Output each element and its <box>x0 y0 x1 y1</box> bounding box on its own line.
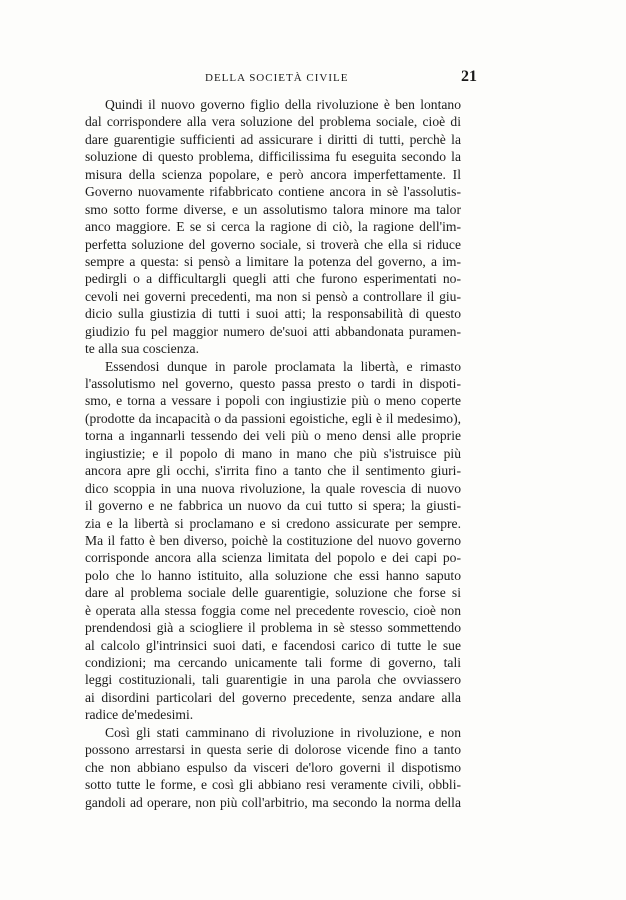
text-line: è operata alla stessa foggia come nel precedente rovescio, cioè non <box>85 602 461 618</box>
text-line: Essendosi dunque in parole proclamata la libertà, e rimasto <box>105 358 461 374</box>
running-head: DELLA SOCIETÀ CIVILE <box>205 72 349 84</box>
text-line: cevoli nei governi precedenti, ma non si pensò a controllare il giu- <box>85 288 461 304</box>
paragraph <box>85 358 461 724</box>
text-line: dicio sulla giustizia di tutti i suoi atti; la responsabilità di questo <box>85 306 461 322</box>
text-line: condizioni; ma cercando unicamente tali forme di governo, tali <box>85 655 461 670</box>
text-line: dare guarentigie sufficienti ad assicurare i diritti di tutti, perchè la <box>85 131 461 147</box>
text-line: leggi costituzionali, tali guarentigie in una parola che ovviassero <box>85 672 461 688</box>
page-number: 21 <box>461 68 477 85</box>
text-line: sotto tutte le forme, e così gli abbiano resi veramente civili, obbli- <box>85 777 461 793</box>
text-line: corrisponde ancora alla scienza limitata del popolo e dei capi po- <box>85 550 461 566</box>
text-line: giudizio fu pel maggior numero de'suoi atti abbandonata puramen- <box>85 323 461 339</box>
text-line: anco maggiore. E se si cerca la ragione di ciò, la ragione dell'im- <box>85 219 461 235</box>
text-line: prendendosi già a sciogliere il problema in sè stesso sommettendo <box>85 620 461 636</box>
text-line: perfetta soluzione del governo sociale, si troverà che ella si riduce <box>85 236 461 252</box>
text-line: Quindi il nuovo governo figlio della rivoluzione è ben lontano <box>105 97 461 112</box>
text-line: dal corrispondere alla vera soluzione del problema sociale, cioè di <box>85 114 461 130</box>
text-line: radice de'medesimi. <box>85 707 194 723</box>
text-line: te alla sua coscienza. <box>85 341 199 357</box>
text-line: sempre a questa: si pensò a limitare la potenza del governo, a im- <box>85 253 461 269</box>
paragraph <box>85 96 461 358</box>
text-line: l'assolutismo nel governo, questo passa presto o tardi in dispoti- <box>85 376 461 391</box>
text-line: ancora apre gli occhi, s'irrita fino a tanto che il sentimento giuri- <box>85 463 461 479</box>
text-line: polo che lo hanno istituito, alla soluzione che essi hanno saputo <box>85 567 461 583</box>
text-line: zia e la libertà si proclamano e si credono assicurate per sempre. <box>85 515 461 531</box>
text-line: il governo e ne fabbrica un nuovo da cui tutto si spera; la giusti- <box>85 498 461 514</box>
text-line: soluzione di questo problema, difficilissima fu eseguita secondo la <box>85 149 461 165</box>
page-header <box>85 68 477 90</box>
text-line: smo, e torna a vessare i popoli con ingiustizie più o meno coperte <box>85 393 461 409</box>
paragraph <box>85 724 461 811</box>
text-line: Ma il fatto è ben diverso, poichè la costituzione del nuovo governo <box>85 532 461 548</box>
text-line: possono arrestarsi in questa serie di dolorose vicende fino a tanto <box>85 742 461 758</box>
text-line: gandoli ad operare, non più coll'arbitrio, ma secondo la norma della <box>85 794 461 810</box>
text-line: dare al problema sociale delle guarentigie, soluzione che forse si <box>85 585 461 601</box>
text-line: ingiustizie; e il popolo di mano in mano che più s'istruisce più <box>85 445 461 461</box>
text-line: ai disordini particolari del governo precedente, senza andare alla <box>85 689 461 705</box>
text-line: smo sotto forme diverse, e un assolutismo talora minore ma talor <box>85 201 461 217</box>
text-line: dico scoppia in una nuova rivoluzione, la quale rovescia di nuovo <box>85 480 461 496</box>
text-line: (prodotte da incapacità o da passioni egoistiche, egli è il medesimo), <box>85 410 461 426</box>
text-line: pedirgli o a difficultargli quegli atti che furono esperimentati no- <box>85 271 461 287</box>
text-line: torna a ingannarli tessendo dei veli più o meno densi alle proprie <box>85 428 461 444</box>
text-line: al calcolo gl'intrinsici suoi dati, e facendosi carico di tutte le sue <box>85 637 461 653</box>
text-line: Governo nuovamente rifabbricato contiene ancora in sè l'assolutis- <box>85 184 461 200</box>
text-line: che non abbiano espulso da visceri de'loro governi il dispotismo <box>85 759 461 775</box>
text-line: Così gli stati camminano di rivoluzione in rivoluzione, e non <box>105 724 461 740</box>
body-text <box>85 96 461 811</box>
text-line: misura della scienza popolare, e però ancora imperfettamente. Il <box>85 166 461 182</box>
